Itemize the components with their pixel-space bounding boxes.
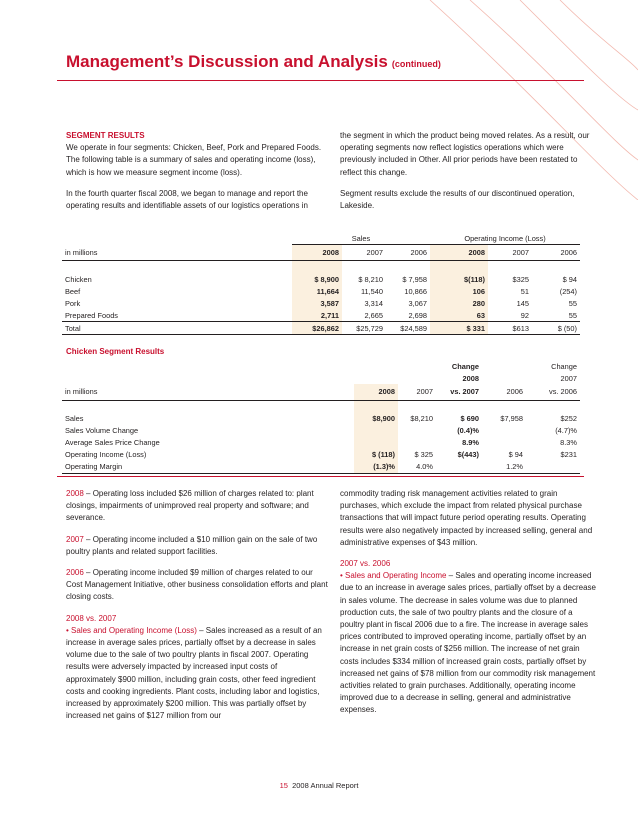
segment-results-heading: SEGMENT RESULTS: [66, 131, 145, 140]
table-row: [62, 309, 580, 322]
table-cell: 106: [430, 285, 488, 297]
table-row: [62, 297, 580, 309]
segment-table-header: [62, 245, 580, 261]
page-footer: [0, 781, 638, 790]
sales-oi-paragraph: [66, 625, 328, 723]
change-header: 2008: [462, 373, 479, 383]
row-label: Average Sales Price Change: [65, 438, 160, 447]
table-cell: $7,958: [500, 414, 523, 423]
table-row: [62, 461, 580, 474]
table-cell: [398, 425, 436, 437]
row-label: Beef: [65, 286, 81, 296]
note-year: 2007: [66, 534, 84, 544]
change-header: Change: [451, 361, 479, 371]
segment-results-paragraph-1: We operate in four segments: Chicken, Beef, Pork and Prepared Foods. The following table is a summary of sales and operating income (loss), which is how we measure segment income (loss).: [66, 143, 322, 177]
table-row-total: [62, 322, 580, 335]
table-cell: $8,210: [410, 414, 433, 423]
chicken-table-header-2: [62, 372, 580, 384]
table-cell: $8,900: [354, 413, 398, 425]
bullet-icon: •: [340, 571, 343, 581]
table-cell: $613: [488, 322, 532, 335]
page-title-suffix: (continued): [391, 59, 441, 69]
chicken-table-header-3: [62, 384, 580, 400]
subheading-2007-vs-2006: 2007 vs. 2006: [340, 559, 391, 569]
table-cell: 55: [568, 310, 577, 320]
footer-text: 2008 Annual Report: [292, 781, 359, 790]
page-number: 15: [279, 781, 288, 790]
table-cell: $ 8,900: [292, 273, 342, 285]
table-cell: $325: [512, 274, 529, 284]
note-year: 2008: [66, 489, 84, 498]
table-cell: (0.4)%: [457, 426, 479, 435]
sales-group-label: Sales: [292, 232, 430, 245]
chicken-table-header-1: [62, 360, 580, 372]
right-top-paragraph-1: the segment in which the product being moved relates. As a result, our operating segments now reflect logistics operations which were previously included in Other. All prior periods have been restated to reflect this change.: [340, 131, 590, 177]
table-row: [62, 437, 580, 449]
table-cell: 145: [516, 298, 529, 308]
table-cell: $(443): [457, 450, 479, 459]
year-header: 2008: [354, 384, 398, 400]
table-cell: 2,711: [292, 309, 342, 322]
table-cell: 55: [568, 298, 577, 308]
note-2006: [66, 567, 328, 604]
table-cell: $24,589: [386, 322, 430, 335]
row-label: Chicken: [65, 274, 92, 284]
table-cell: 280: [430, 297, 488, 309]
year-header: 2007: [512, 248, 529, 257]
note-2007: [66, 534, 328, 558]
table-cell: $ 7,958: [402, 274, 427, 284]
year-header: 2006: [506, 387, 523, 397]
table-cell: (254): [559, 286, 577, 296]
table-cell: 11,540: [360, 286, 383, 296]
row-label: Operating Income (Loss): [65, 450, 147, 459]
operating-income-group-label: Operating Income (Loss): [430, 232, 580, 245]
table-cell: $252: [560, 414, 577, 423]
year-header: 2007: [416, 387, 433, 397]
right-top-paragraph-2: Segment results exclude the results of our discontinued operation, Lakeside.: [340, 188, 575, 211]
table-cell: 11,664: [292, 285, 342, 297]
table-cell: $ (50): [532, 322, 580, 335]
left-top-column: [66, 130, 328, 221]
table-cell: $ 8,210: [358, 274, 383, 284]
table-cell: [398, 437, 436, 449]
row-label: Sales Volume Change: [65, 426, 139, 435]
table-cell: $26,862: [292, 322, 342, 335]
table-cell: (4.7)%: [555, 426, 577, 435]
table-cell: [526, 461, 580, 474]
note-year: 2006: [66, 568, 84, 578]
table-cell: 2,665: [364, 310, 383, 320]
table-cell: [354, 425, 398, 437]
right-bottom-column: [340, 488, 598, 726]
bullet-text: – Sales increased as a result of an increase in average sales prices, partially offset by a decrease in sales volume due to the sale of two poultry plants in fiscal 2007. Operating results were adversely impacted by increased input costs of approximately $900 million, including grain costs, other feed ingredient costs and cooking ingredients. Plant costs, including labor and logistics, increased by approximately $200 million. This was partially offset by increased net gains of $127 million from our: [66, 625, 322, 721]
year-header: 2006: [410, 248, 427, 257]
year-header: 2006: [560, 248, 577, 257]
table-cell: 92: [520, 310, 529, 320]
page-title: [66, 52, 441, 72]
table-cell: 3,587: [292, 297, 342, 309]
subheading-2008-vs-2007: 2008 vs. 2007: [66, 613, 117, 623]
row-label: Sales: [65, 414, 84, 423]
left-bottom-column: [66, 488, 328, 731]
table-row: [62, 425, 580, 437]
note-text: – Operating loss included $26 million of charges related to: plant closings, impairments of unimproved real property and software; and severance.: [66, 489, 314, 523]
table-cell: [482, 425, 526, 437]
change-header: Change: [551, 361, 577, 371]
note-text: – Operating income included a $10 million gain on the sale of two poultry plants and related support facilities.: [66, 534, 318, 556]
row-label: Operating Margin: [62, 461, 354, 474]
table-cell: 10,866: [404, 286, 427, 296]
table-row: [62, 413, 580, 425]
right-bottom-paragraph-1: commodity trading risk management activities related to grain purchases, which exclude the impact from related physical purchase transactions that will impact future period operating results. Operating results were also negatively impacted by increased selling, general and administrative expenses of $43 million.: [340, 489, 593, 547]
table-cell: 8.3%: [560, 438, 577, 447]
sales-oi-paragraph-2007: [340, 570, 598, 716]
table-row: [62, 273, 580, 285]
bullet-text: – Sales and operating income increased due to an increase in average sales prices, partially offset by a decrease in sales volume. The decrease in sales volume was due to planned production cuts, the sale of two poultry plants and the closure of a poultry plant in fiscal 2006 due to a fire. The increase in average sales prices contributed to improved operating income, partially offset by an increase in net grain costs of $256 million. The increase of net grain costs includes $334 million of increased grain costs, partially offset by increased net gains of $78 million from our commodity risk management activities related to grain purchases. Additionally, operating income improved due to a decrease in selling, general and administrative expenses.: [340, 571, 596, 715]
table-cell: $ 331: [430, 322, 488, 335]
table-row: [62, 285, 580, 297]
table-cell: 4.0%: [398, 461, 436, 474]
table-cell: 8.9%: [462, 438, 479, 447]
table-cell: $ 94: [562, 274, 577, 284]
row-label: Prepared Foods: [65, 310, 118, 320]
segment-table: [62, 232, 580, 335]
segment-results-paragraph-2: In the fourth quarter fiscal 2008, we began to manage and report the operating results and identifiable assets of our logistics operations in: [66, 188, 308, 211]
table-cell: $ 325: [414, 450, 433, 459]
table-cell: $ 94: [508, 450, 523, 459]
change-header: vs. 2006: [549, 387, 577, 397]
table-cell: $25,729: [342, 322, 386, 335]
change-header: 2007: [560, 373, 577, 383]
bullet-label: Sales and Operating Income (Loss): [71, 625, 197, 635]
note-text: – Operating income included $9 million of charges related to our Cost Management Initiative, other business consolidation efforts and plant closing costs.: [66, 568, 328, 602]
table-cell: $ (118): [354, 449, 398, 461]
note-2008: [66, 488, 328, 525]
section-rule: [57, 476, 584, 477]
right-top-column: [340, 130, 598, 221]
table-cell: $(118): [430, 273, 488, 285]
table-cell: 3,314: [364, 298, 383, 308]
chicken-heading: Chicken Segment Results: [66, 347, 165, 356]
bullet-icon: •: [66, 625, 69, 635]
year-header: 2008: [430, 245, 488, 261]
table-cell: 2,698: [408, 310, 427, 320]
segment-table-group-header: [62, 232, 580, 245]
table-cell: [354, 437, 398, 449]
chicken-table: [62, 360, 580, 474]
table-cell: 51: [520, 286, 529, 296]
row-label: Pork: [65, 298, 81, 308]
table-cell: 63: [430, 309, 488, 322]
year-header: 2007: [366, 248, 383, 257]
table-cell: $231: [560, 450, 577, 459]
unit-label: in millions: [65, 387, 98, 397]
table-row: [62, 449, 580, 461]
year-header: 2008: [292, 245, 342, 261]
title-rule: [57, 80, 584, 81]
unit-label: in millions: [65, 247, 98, 257]
table-cell: 3,067: [408, 298, 427, 308]
table-cell: (1.3)%: [354, 461, 398, 474]
page-title-main: Management’s Discussion and Analysis: [66, 52, 388, 71]
table-cell: $ 690: [460, 414, 479, 423]
bullet-label: Sales and Operating Income: [345, 571, 447, 581]
table-cell: 1.2%: [482, 461, 526, 474]
table-cell: [436, 461, 482, 474]
row-label: Total: [62, 322, 292, 335]
change-header: vs. 2007: [450, 387, 479, 397]
table-cell: [482, 437, 526, 449]
